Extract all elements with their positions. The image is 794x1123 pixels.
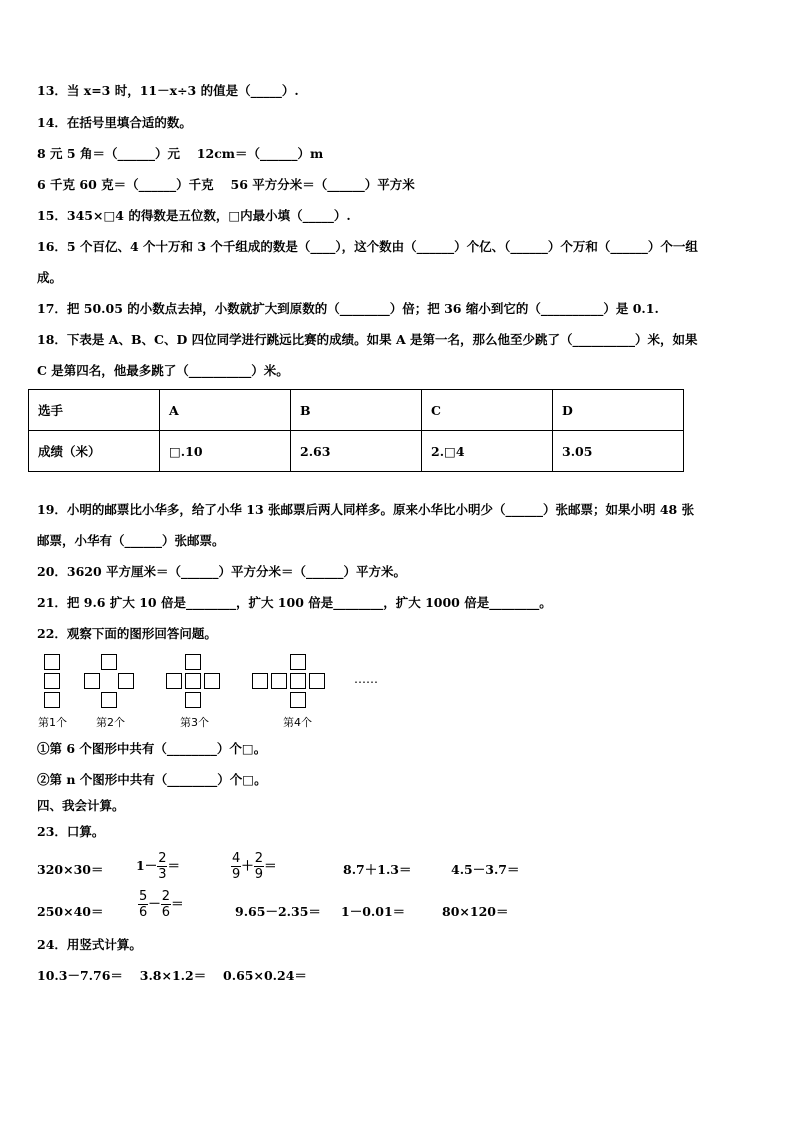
calc-equals: ＝ <box>167 858 180 873</box>
question-13: 13．当 x=3 时，11－x÷3 的值是（_____）. <box>37 83 299 98</box>
calc-item: 4.5－3.7＝ <box>451 862 520 877</box>
calc-item-fraction <box>138 889 184 920</box>
calc-item: 250×40＝ <box>37 904 104 919</box>
calc-item: 1－0.01＝ <box>341 904 406 919</box>
question-21: 21．把 9.6 扩大 10 倍是________，扩大 100 倍是________，扩大 1000 倍是________。 <box>37 595 552 610</box>
denominator: 9 <box>254 867 264 882</box>
table-cell: 3.05 <box>553 431 684 472</box>
denominator: 6 <box>139 905 148 920</box>
square-shape <box>118 673 134 689</box>
square-shape <box>101 654 117 670</box>
question-15: 15．345×□4 的得数是五位数，□内最小填（_____）. <box>37 208 351 223</box>
square-shape <box>271 673 287 689</box>
square-shape <box>252 673 268 689</box>
question-24-title: 24．用竖式计算。 <box>37 937 142 952</box>
fraction <box>157 851 167 882</box>
calc-equals: ＝ <box>264 858 277 873</box>
calc-operator: － <box>148 896 161 911</box>
square-shape <box>204 673 220 689</box>
question-22-title: 22．观察下面的图形回答问题。 <box>37 626 217 641</box>
fraction <box>161 889 171 920</box>
fraction <box>254 851 264 882</box>
figure-label: 第4个 <box>283 716 312 729</box>
square-shape <box>290 654 306 670</box>
figure-label: 第2个 <box>96 716 125 729</box>
calc-item: 9.65－2.35＝ <box>235 904 321 919</box>
calc-item-fraction <box>136 851 180 882</box>
table-row <box>29 431 684 472</box>
table-cell: 成绩（米） <box>29 431 160 472</box>
square-shape <box>309 673 325 689</box>
fraction <box>231 851 241 882</box>
table-cell: □.10 <box>160 431 291 472</box>
numerator: 5 <box>139 889 148 904</box>
question-16-line2: 成。 <box>37 270 63 285</box>
calc-item-fraction <box>231 851 277 882</box>
square-shape <box>44 654 60 670</box>
square-shape <box>290 692 306 708</box>
table-cell: D <box>553 390 684 431</box>
square-shape <box>84 673 100 689</box>
square-shape <box>290 673 306 689</box>
question-14-title: 14．在括号里填合适的数。 <box>37 115 192 130</box>
table-cell: C <box>422 390 553 431</box>
numerator: 2 <box>254 851 264 866</box>
square-shape <box>185 654 201 670</box>
calc-prefix: 1－ <box>136 858 158 873</box>
question-14-line1: 8 元 5 角＝（______）元 12cm＝（______）m <box>37 146 324 161</box>
figure-label: 第1个 <box>38 716 67 729</box>
question-24-items: 10.3－7.76＝ 3.8×1.2＝ 0.65×0.24＝ <box>37 968 307 983</box>
square-shape <box>166 673 182 689</box>
table-cell: A <box>160 390 291 431</box>
calc-item: 320×30＝ <box>37 862 104 877</box>
numerator: 4 <box>232 851 241 866</box>
denominator: 3 <box>158 867 167 882</box>
fraction <box>138 889 148 920</box>
square-shape <box>101 692 117 708</box>
section-heading: 四、我会计算。 <box>37 798 125 813</box>
question-18-line1: 18．下表是 A、B、C、D 四位同学进行跳远比赛的成绩。如果 A 是第一名，那么他至少跳了（__________）米，如果 <box>37 332 698 347</box>
figure-label: 第3个 <box>180 716 209 729</box>
numerator: 2 <box>158 851 167 866</box>
table-header-row <box>29 390 684 431</box>
question-17: 17．把 50.05 的小数点去掉，小数就扩大到原数的（________）倍；把 36 缩小到它的（__________）是 0.1. <box>37 301 659 316</box>
denominator: 9 <box>232 867 241 882</box>
square-shape <box>44 692 60 708</box>
denominator: 6 <box>161 905 171 920</box>
figure-ellipsis: …… <box>354 672 378 686</box>
question-22-part2: ②第 n 个图形中共有（________）个□。 <box>37 772 267 787</box>
table-cell: B <box>291 390 422 431</box>
square-shape <box>44 673 60 689</box>
score-table <box>28 389 684 472</box>
square-shape <box>185 692 201 708</box>
numerator: 2 <box>161 889 171 904</box>
question-22-part1: ①第 6 个图形中共有（________）个□。 <box>37 741 267 756</box>
calc-equals: ＝ <box>171 896 184 911</box>
calc-item: 8.7＋1.3＝ <box>343 862 412 877</box>
question-18-line2: C 是第四名，他最多跳了（__________）米。 <box>37 363 289 378</box>
table-cell: 选手 <box>29 390 160 431</box>
calc-item: 80×120＝ <box>442 904 509 919</box>
question-16-line1: 16．5 个百亿、4 个十万和 3 个千组成的数是（____），这个数由（______）个亿、（______）个万和（______）个一组 <box>37 239 698 254</box>
table-cell: 2.□4 <box>422 431 553 472</box>
question-14-line2: 6 千克 60 克＝（______）千克 56 平方分米＝（______）平方米 <box>37 177 415 192</box>
table-cell: 2.63 <box>291 431 422 472</box>
calc-operator: ＋ <box>241 858 254 873</box>
question-19-line2: 邮票，小华有（______）张邮票。 <box>37 533 225 548</box>
question-19-line1: 19．小明的邮票比小华多，给了小华 13 张邮票后两人同样多。原来小华比小明少（______）张邮票；如果小明 48 张 <box>37 502 695 517</box>
question-23-title: 23．口算。 <box>37 824 105 839</box>
square-shape <box>185 673 201 689</box>
question-20: 20．3620 平方厘米＝（______）平方分米＝（______）平方米。 <box>37 564 407 579</box>
